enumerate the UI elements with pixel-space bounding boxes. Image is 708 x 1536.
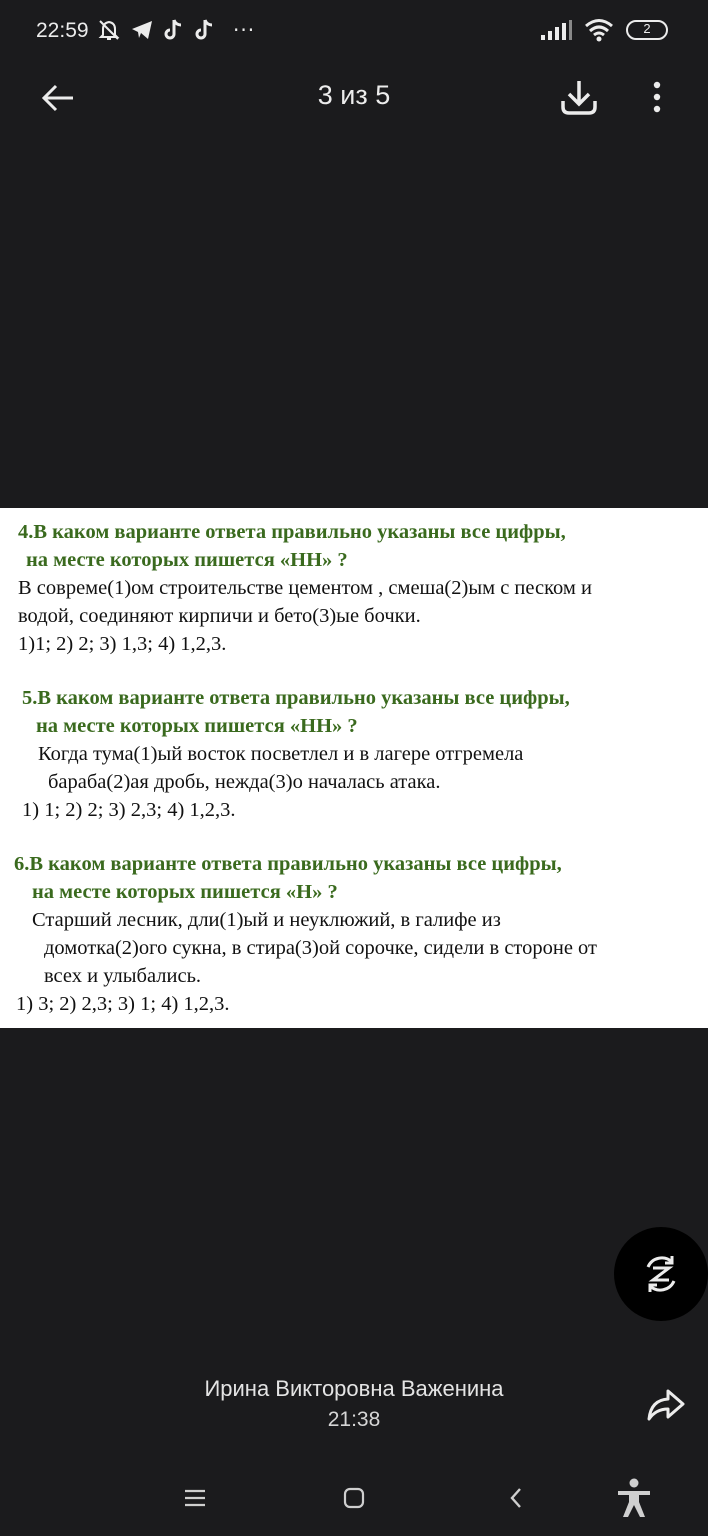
tiktok-icon [194, 18, 216, 42]
question-text: Старший лесник, дли(1)ый и неуклюжий, в галифе из [32, 909, 501, 931]
question-heading: 6.В каком варианте ответа правильно указаны все цифры, [14, 853, 562, 875]
home-square-icon [343, 1487, 365, 1509]
telegram-icon [130, 18, 154, 42]
question-text: водой, соединяют кирпичи и бето(3)ые бочки. [18, 605, 421, 627]
notification-icons [97, 18, 255, 42]
chevron-left-icon [508, 1487, 524, 1509]
battery-icon [626, 20, 668, 40]
answer-options: 1)1; 2) 2; 3) 1,3; 4) 1,2,3. [18, 633, 227, 655]
question-text: домотка(2)ого сукна, в стира(3)ой сорочке, сидели в стороне от [44, 937, 597, 959]
question-heading: на месте которых пишется «НН» ? [36, 715, 358, 737]
system-icons [540, 18, 668, 42]
share-button[interactable] [642, 1382, 690, 1428]
question-heading: на месте которых пишется «Н» ? [32, 881, 338, 903]
wifi-icon [584, 18, 614, 42]
question-text: Когда тума(1)ый восток посветлел и в лагере отгремела [38, 743, 524, 765]
sent-time: 21:38 [327, 1408, 381, 1431]
navigation-bar [0, 1460, 708, 1536]
answer-options: 1) 3; 2) 2,3; 3) 1; 4) 1,2,3. [16, 993, 230, 1015]
question-heading: 5.В каком варианте ответа правильно указаны все цифры, [22, 687, 570, 709]
download-button[interactable] [556, 74, 602, 120]
home-button[interactable] [332, 1476, 376, 1520]
status-bar [0, 0, 708, 62]
more-vertical-icon [653, 81, 661, 113]
more-options-button[interactable] [640, 76, 674, 118]
accessibility-button[interactable] [612, 1476, 656, 1520]
question-heading: 4.В каком варианте ответа правильно указаны все цифры, [18, 521, 566, 543]
rotate-screen-button[interactable] [614, 1227, 708, 1321]
signal-icon [540, 19, 572, 41]
answer-options: 1) 1; 2) 2; 3) 2,3; 4) 1,2,3. [22, 799, 236, 821]
sender-info [0, 1376, 708, 1432]
menu-icon [184, 1489, 206, 1507]
screen-rotation-icon [642, 1253, 680, 1295]
tiktok-icon [163, 18, 185, 42]
download-icon [559, 77, 599, 117]
page-counter: 3 из 5 [317, 80, 391, 110]
more-notifications-icon: ··· [233, 18, 256, 42]
question-heading: на месте которых пишется «НН» ? [26, 549, 348, 571]
document-image[interactable] [0, 508, 708, 1028]
status-time: 22:59 [36, 19, 89, 42]
app-bar [0, 62, 708, 134]
battery-level: 2 [643, 21, 651, 36]
question-text: всех и улыбались. [44, 965, 202, 987]
question-text: бараба(2)ая дробь, нежда(3)о началась атака. [48, 771, 441, 793]
share-icon [646, 1388, 686, 1422]
back-nav-button[interactable] [494, 1476, 538, 1520]
sender-name: Ирина Викторовна Важенина [204, 1376, 504, 1401]
question-text: В совреме(1)ом строительстве цементом , смеша(2)ым с песком и [18, 577, 592, 599]
bell-off-icon [97, 18, 121, 42]
recent-apps-button[interactable] [173, 1476, 217, 1520]
accessibility-icon [616, 1478, 652, 1518]
